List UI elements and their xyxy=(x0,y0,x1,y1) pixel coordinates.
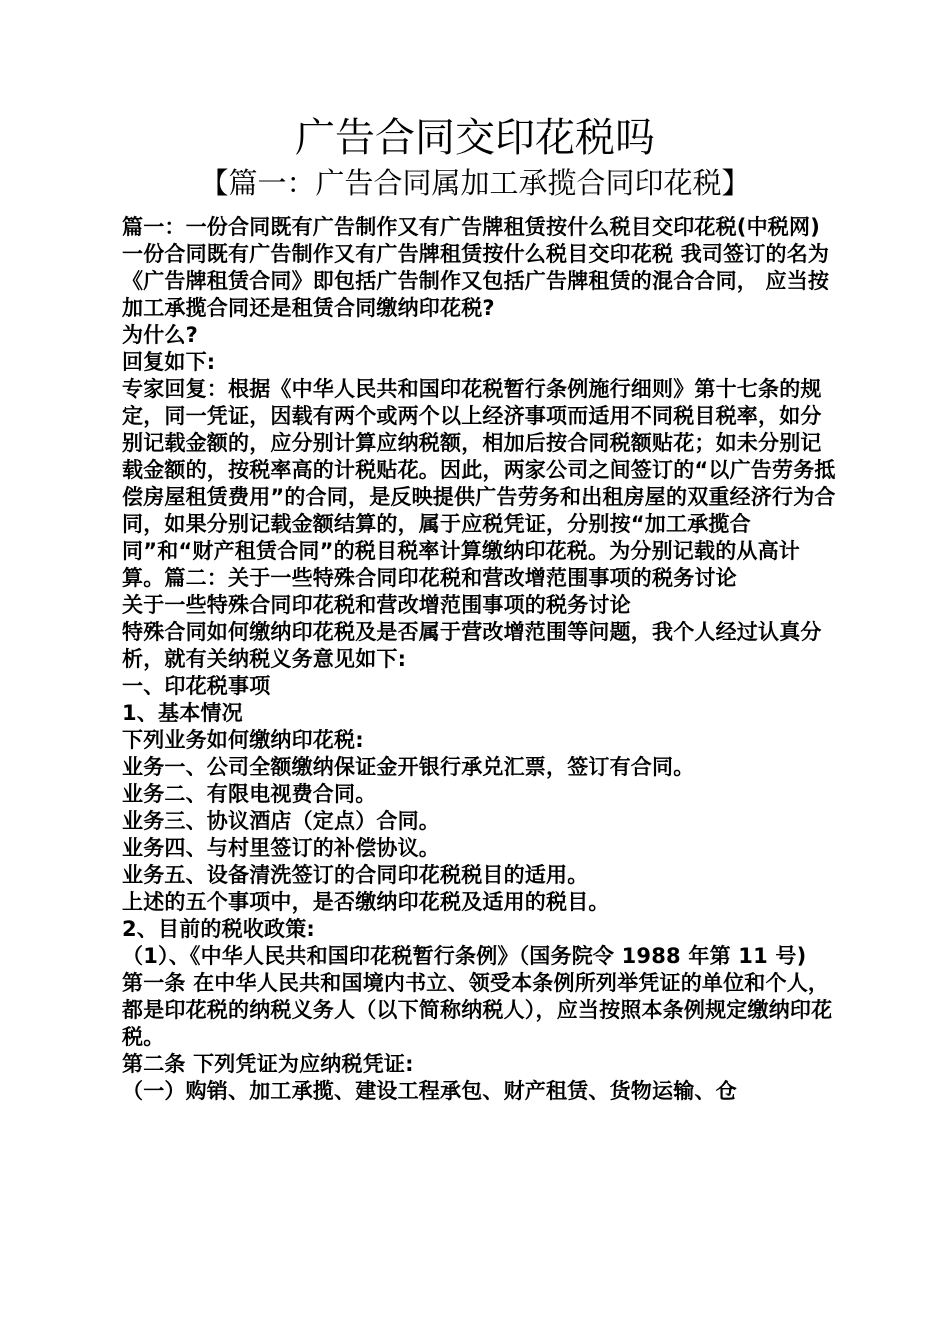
document-body xyxy=(116,214,840,1105)
section-heading: 一、印花税事项 xyxy=(122,674,271,698)
list-item: 业务五、设备清洗签订的合同印花税税目的适用。 xyxy=(122,863,589,887)
list-item: 业务一、公司全额缴纳保证金开银行承兑汇票，签订有合同。 xyxy=(122,755,695,779)
document-subtitle: 【篇一：广告合同属加工承揽合同印花税】 xyxy=(199,166,751,200)
paragraph: 为什么? xyxy=(122,323,198,347)
paragraph: 第二条 下列凭证为应纳税凭证: xyxy=(122,1052,414,1076)
section-heading: 关于一些特殊合同印花税和营改增范围事项的税务讨论 xyxy=(122,593,631,617)
paragraph: 下列业务如何缴纳印花税: xyxy=(122,728,364,752)
list-item: 业务三、协议酒店（定点）合同。 xyxy=(122,809,440,833)
list-item: 业务二、有限电视费合同。 xyxy=(122,782,377,806)
paragraph: 专家回复：根据《中华人民共和国印花税暂行条例施行细则》第十七条的规定，同一凭证，因载有两个或两个以上经济事项而适用不同税目税率，如分别记载金额的，应分别计算应纳税额，相加后按合同税额贴花；如未分别记载金额的，按税率高的计税贴花。因此，两家公司之间签订的“以广告劳务抵偿房屋租赁费用”的合同，是反映提供广告劳务和出租房屋的双重经济行为合同，如果分别记载金额结算的，属于应税凭证，分别按“加工承揽合同”和“财产租赁合同”的税目税率计算缴纳印花税。为分别记载的从高计算。篇二：关于一些特殊合同印花税和营改增范围事项的税务讨论 xyxy=(122,377,836,590)
paragraph: （一）购销、加工承揽、建设工程承包、财产租赁、货物运输、仓 xyxy=(122,1079,737,1103)
paragraph: 回复如下: xyxy=(122,350,216,374)
document-title: 广告合同交印花税吗 xyxy=(295,115,655,161)
paragraph: 第一条 在中华人民共和国境内书立、领受本条例所列举凭证的单位和个人，都是印花税的纳税义务人（以下简称纳税人），应当按照本条例规定缴纳印花税。 xyxy=(122,971,833,1049)
paragraph: 上述的五个事项中，是否缴纳印花税及适用的税目。 xyxy=(122,890,610,914)
section-heading: 篇一：一份合同既有广告制作又有广告牌租赁按什么税目交印花税(中税网) xyxy=(122,215,820,239)
paragraph: 特殊合同如何缴纳印花税及是否属于营改增范围等问题，我个人经过认真分析，就有关纳税义务意见如下: xyxy=(122,620,822,671)
paragraph: （1）、《中华人民共和国印花税暂行条例》（国务院令 1988 年第 11 号) xyxy=(122,944,807,968)
paragraph: 一份合同既有广告制作又有广告牌租赁按什么税目交印花税 我司签订的名为《广告牌租赁合同》即包括广告制作又包括广告牌租赁的混合合同， 应当按加工承揽合同还是租赁合同缴纳印花税? xyxy=(122,242,830,320)
list-item: 业务四、与村里签订的补偿协议。 xyxy=(122,836,440,860)
subsection-heading: 2、目前的税收政策: xyxy=(122,917,316,941)
subsection-heading: 1、基本情况 xyxy=(122,701,243,725)
